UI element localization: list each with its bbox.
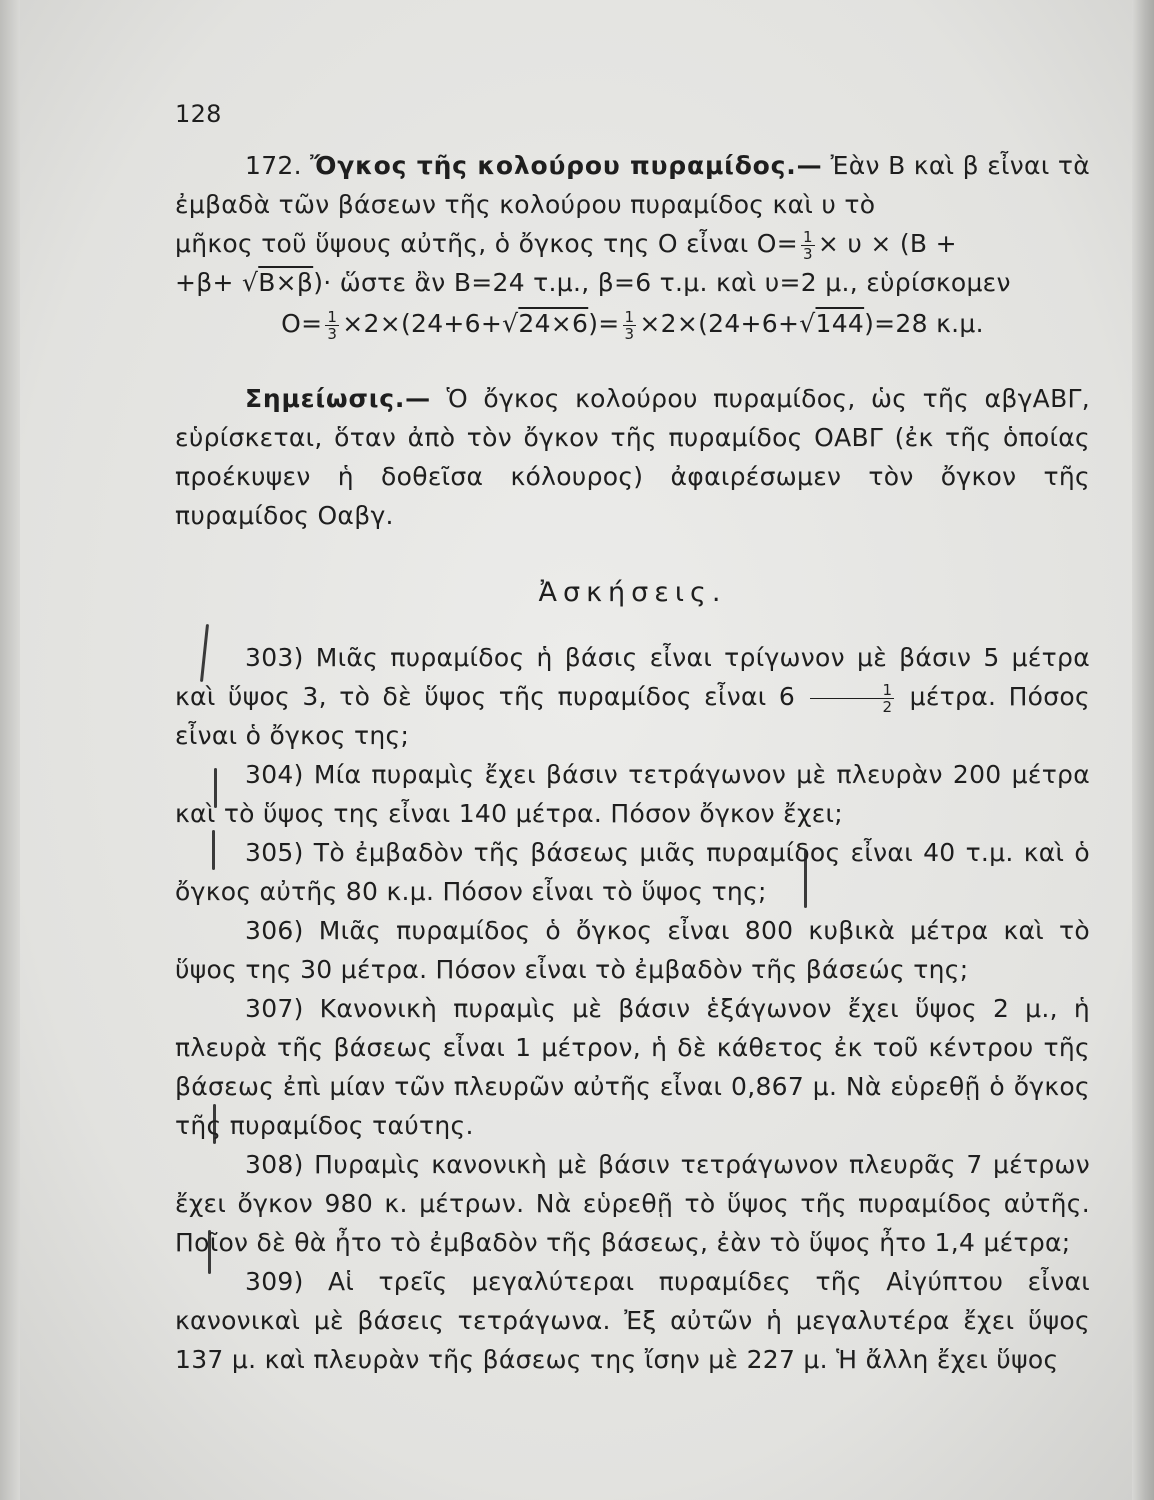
exercise-305: 305) Τὸ ἐμβαδὸν τῆς βάσεως μιᾶς πυραμίδος εἶναι 40 τ.μ. καὶ ὁ ὄγκος αὐτῆς 80 κ.μ. Πόσον εἶναι τὸ ὕψος της; [175,838,1090,906]
volume-formula-continuation: +β+ √Β×β)· ὥστε ἂν Β=24 τ.μ., β=6 τ.μ. καὶ υ=2 μ., εὑρίσκομεν [175,268,1011,297]
fraction-one-third: $\frac{1}{3}$ [624,307,635,343]
page-left-edge [0,0,20,1500]
exercise-308: 308) Πυραμὶς κανονικὴ μὲ βάσιν τετράγωνον πλευρᾶς 7 μέτρων ἔχει ὄγκον 980 κ. μέτρων. Νὰ εὑρεθῇ τὸ ὕψος τῆς πυραμίδος αὐτῆς. Ποῖον δὲ θὰ ἦτο τὸ ἐμβαδὸν τῆς βάσεως, ἐὰν τὸ ὕψος ἦτο 1,4 μέτρα; [175,1150,1090,1257]
exercise-303: 303) Μιᾶς πυραμίδος ἡ βάσις εἶναι τρίγωνον μὲ βάσιν 5 μέτρα καὶ ὕψος 3, τὸ δὲ ὕψος τῆς πυραμίδος εἶναι 6 $\frac{1}{2}$ μέτρα. Πόσος εἶναι ὁ ὄγκος της; [175,643,1090,750]
fraction-one-third: $\frac{1}{3}$ [327,307,338,343]
note-text: Ὁ ὄγκος κολούρου πυραμίδος, ὡς τῆς αβγΑΒΓ, εὑρίσκεται, ὅταν ἀπὸ τὸν ὄγκον τῆς πυραμίδος ΟΑΒΓ (ἐκ τῆς ὁποίας προέκυψεν ἡ δοθεῖσα κόλουρος) ἀφαιρέσωμεν τὸν ὄγκον τῆς πυραμίδος Οαβγ. [175,384,1091,530]
exercise-304: 304) Μία πυραμὶς ἔχει βάσιν τετράγωνον μὲ πλευρὰν 200 μέτρα καὶ τὸ ὕψος της εἶναι 140 μέτρα. Πόσον ὄγκον ἔχει; [175,760,1090,828]
volume-formula-line: μῆκος τοῦ ὕψους αὐτῆς, ὁ ὄγκος της Ο εἶναι Ο= $\frac{1}{3}$ × υ × (Β + [175,227,957,263]
section-number: 172. [245,151,302,180]
page-number: 128 [175,100,222,128]
exercise-309: 309) Αἱ τρεῖς μεγαλύτεραι πυραμίδες τῆς Αἰγύπτου εἶναι κανονικαὶ μὲ βάσεις τετράγωνα. Ἐξ αὐτῶν ἡ μεγαλυτέρα ἔχει ὕψος 137 μ. καὶ πλευρὰν τῆς βάσεως της ἴσην μὲ 227 μ. Ἡ ἄλλη ἔχει ὕψος [175,1267,1090,1374]
exercise-306: 306) Μιᾶς πυραμίδος ὁ ὄγκος εἶναι 800 κυβικὰ μέτρα καὶ τὸ ὕψος της 30 μέτρα. Πόσον εἶναι τὸ ἐμβαδὸν τῆς βάσεώς της; [175,916,1090,984]
page-content [175,95,1090,1379]
note-title: Σημείωσις.— [245,384,431,413]
note-paragraph [175,379,1090,535]
section-title: Ὄγκος τῆς κολούρου πυραμίδος.— [310,151,823,180]
fraction-one-third: $\frac{1}{3}$ [802,227,813,263]
exercise-307: 307) Κανονικὴ πυραμὶς μὲ βάσιν ἑξάγωνον ἔχει ὕψος 2 μ., ἡ πλευρὰ τῆς βάσεως εἶναι 1 μέτρον, ἡ δὲ κάθετος ἐκ τοῦ κέντρου τῆς βάσεως ἐπὶ μίαν τῶν πλευρῶν αὐτῆς εἶναι 0,867 μ. Νὰ εὑρεθῇ ὁ ὄγκος τῆς πυραμίδος ταύτης. [175,994,1090,1140]
section-172: 172. Ὄγκος τῆς κολούρου πυραμίδος.— Ἐὰν Β καὶ β εἶναι τὰ ἐμβαδὰ τῶν βάσεων τῆς κολούρου πυραμίδος καὶ υ τὸ [175,151,1091,219]
exercises-heading: Ἀσκήσεις. [538,577,727,608]
fraction-one-half: $\frac{1}{2}$ [810,682,894,715]
page-right-edge [1132,0,1154,1500]
worked-example-formula: Ο= $\frac{1}{3}$ ×2×(24+6+√24×6)= $\frac{1}{3}$ ×2×(24+6+√144)=28 κ.μ. [281,307,984,343]
